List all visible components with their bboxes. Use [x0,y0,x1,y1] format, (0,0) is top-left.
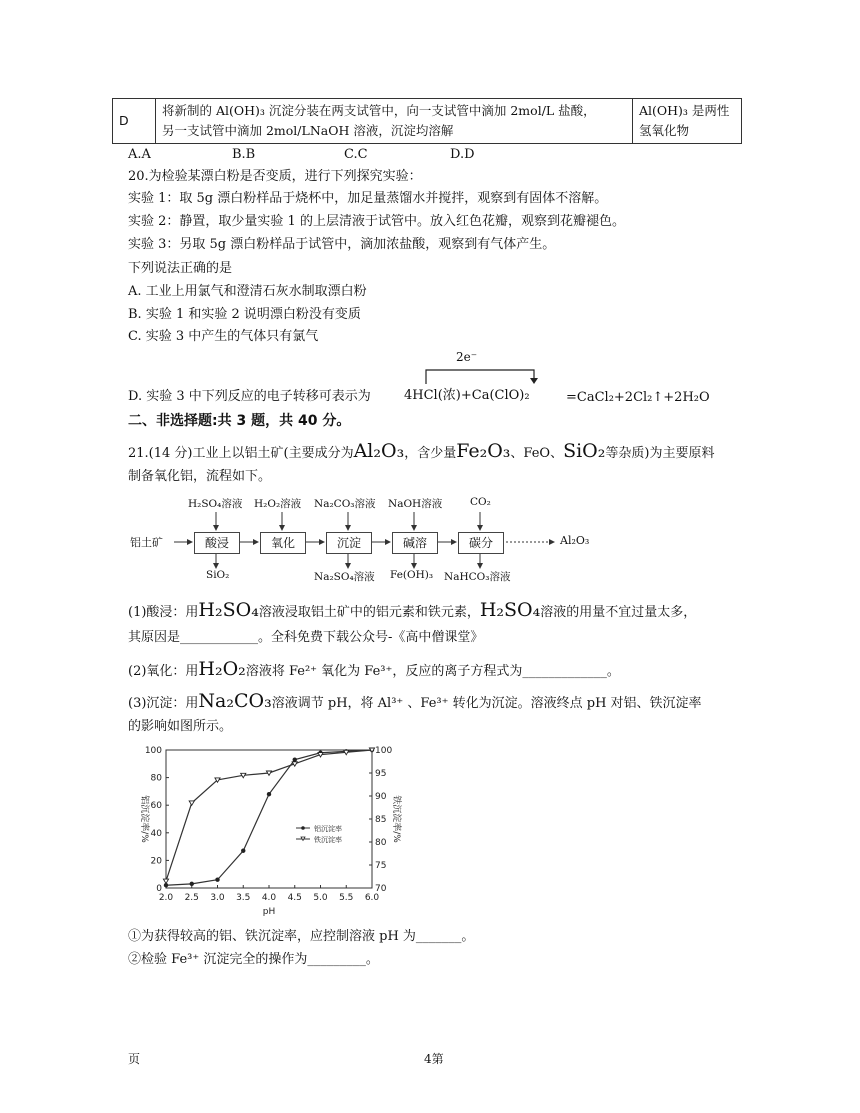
iron-point [344,750,349,754]
q21-p1-text1: (1)酸浸：用 [128,605,199,620]
q21-part1 [128,601,696,622]
option-conclusion [633,99,742,144]
y-left-tick-label: 40 [150,828,162,839]
q21-p1-text3: 溶液的用量不宜过量太多， [540,605,697,620]
legend-marker-iron [301,837,305,841]
legend-label-iron: 铁沉淀率 [314,836,342,844]
x-tick-label: 5.5 [339,893,354,903]
q21-part1-line2: 其原因是____________。全科免费下载公众号-《高中僧课堂》 [128,630,484,645]
flow-start: 铝土矿 [130,536,163,549]
q21-sub2: ②检验 Fe³⁺ 沉淀完全的操作为_________。 [128,952,379,967]
electron-count-label: 2e⁻ [456,350,478,364]
y-left-tick-label: 20 [150,856,162,867]
choice-c: C.C [344,147,368,162]
q20-exp1: 实验 1：取 5g 漂白粉样品于烧杯中，加足量蒸馏水并搅拌，观察到有固体不溶解。 [128,191,608,206]
q21-p1-text2: 溶液浸取铝土矿中的铝元素和铁元素， [258,605,480,620]
section-heading: 二、非选择题:共 3 题，共 40 分。 [128,413,351,429]
aluminum-point [293,757,297,761]
y-right-tick-label: 90 [375,792,387,802]
flow-reagent-co2: CO₂ [470,496,491,508]
aluminum-point [241,849,245,853]
formula-al2o3: Al₂O₃ [353,440,405,462]
footer-left: 页 [128,1052,141,1066]
aluminum-point [267,792,271,796]
q20-exp2: 实验 2：静置，取少量实验 1 的上层清液于试管中。放入红色花瓣，观察到花瓣褪色。 [128,214,625,229]
option-d-table [112,98,742,144]
equation-right: =CaCl₂+2Cl₂↑+2H₂O [566,390,710,405]
y-right-tick-label: 95 [375,769,387,779]
flow-step-oxidize: 氧化 [260,532,306,554]
x-tick-label: 2.5 [184,893,199,903]
formula-fe2o3: Fe₂O₃ [456,440,511,462]
option-description-line2: 另一支试管中滴加 2mol/LNaOH 溶液，沉淀均溶解 [162,123,454,138]
x-tick-label: 3.0 [210,893,225,903]
option-letter: D [113,99,156,144]
iron-point [266,771,271,775]
table-row [113,99,742,144]
y-left-axis-label: 铝沉淀率/% [139,795,149,843]
iron-point [318,753,323,757]
x-tick-label: 5.0 [313,893,328,903]
choice-d: D.D [450,147,475,162]
flow-step-alkali-dissolve: 碱溶 [392,532,438,554]
iron-point [163,879,168,883]
y-right-tick-label: 100 [375,746,393,756]
q21-sub1: ①为获得较高的铝、铁沉淀率，应控制溶液 pH 为_______。 [128,929,475,944]
flow-reagent-naoh: NaOH溶液 [388,498,443,510]
series-line-1 [166,750,372,885]
iron-point [189,801,194,805]
aluminum-point [215,878,219,882]
option-conclusion-line1: Al(OH)₃ 是两性 [639,103,730,118]
chart-svg [128,740,401,922]
legend-label-aluminum: 铝沉淀率 [314,825,342,833]
formula-h2so4-2: H₂SO₄ [479,599,541,621]
q21-part3-line2: 的影响如图所示。 [128,719,233,734]
formula-h2so4: H₂SO₄ [198,599,259,621]
x-axis-label: pH [262,907,276,917]
y-right-tick-label: 75 [375,861,387,871]
flow-reagent-na2co3: Na₂CO₃溶液 [314,498,376,510]
y-left-tick-label: 60 [150,801,162,812]
option-conclusion-line2: 氢氧化物 [639,123,690,138]
flow-reagent-h2so4: H₂SO₄溶液 [188,498,243,510]
flow-byproduct-nahco3: NaHCO₃溶液 [444,571,511,583]
flow-byproduct-feoh3: Fe(OH)₃ [390,569,434,581]
q21-intro-text1: 21.(14 分)工业上以铝土矿(主要成分为 [128,446,354,461]
choice-b: B.B [232,147,256,162]
q20-option-b: B. 实验 1 和实验 2 说明漂白粉没有变质 [128,307,361,322]
choice-a: A.A [128,147,151,162]
flow-end: Al₂O₃ [560,534,590,547]
y-left-tick-label: 0 [156,884,162,894]
y-right-tick-label: 85 [375,815,387,825]
q21-intro [128,442,714,463]
electron-transfer-diagram [404,350,574,406]
precipitation-rate-chart [128,740,401,926]
option-description [156,99,633,144]
q21-intro-text2: ，含少量 [404,446,457,461]
x-tick-label: 3.5 [236,893,251,903]
y-right-tick-label: 70 [375,884,387,894]
q20-exp3: 实验 3：另取 5g 漂白粉样品于试管中，滴加浓盐酸，观察到有气体产生。 [128,237,556,252]
formula-sio2: SiO₂ [563,440,606,462]
legend-marker-aluminum [301,826,305,830]
x-tick-label: 2.0 [158,893,174,903]
footer-page-number: 4第 [424,1052,444,1066]
q20-stem: 20.为检验某漂白粉是否变质，进行下列探究实验： [128,169,422,184]
q21-part2 [128,660,620,681]
flow-reagent-h2o2: H₂O₂溶液 [254,498,302,510]
q20-option-c: C. 实验 3 中产生的气体只有氯气 [128,329,319,344]
q21-intro-text4: 等杂质)为主要原料 [605,446,715,461]
formula-h2o2: H₂O₂ [198,658,246,680]
x-tick-label: 4.5 [287,893,302,903]
series-line-2 [166,750,372,881]
flow-step-carbonation: 碳分 [458,532,504,554]
y-right-axis-label: 铁沉淀率/% [391,795,401,843]
q21-p2-text1: (2)氧化：用 [128,664,199,679]
option-description-line1: 将新制的 Al(OH)₃ 沉淀分装在两支试管中，向一支试管中滴加 2mol/L 盐酸， [162,103,596,118]
q20-option-d: D. 实验 3 中下列反应的电子转移可表示为 [128,389,371,404]
q19-choices [128,146,475,164]
q21-p2-text2: 溶液将 Fe²⁺ 氧化为 Fe³⁺，反应的离子方程式为_____________。 [245,664,620,679]
iron-point [369,748,374,752]
q20-prompt: 下列说法正确的是 [128,261,233,276]
process-flow-diagram [130,496,600,586]
q21-p3-text1: (3)沉淀：用 [128,696,199,711]
q21-intro-line2: 制备氧化铝，流程如下。 [128,469,272,484]
flow-step-precipitate: 沉淀 [326,532,372,554]
q20-option-a: A. 工业上用氯气和澄清石灰水制取漂白粉 [128,284,367,299]
equation-left: 4HCl(浓)+Ca(ClO)₂ [404,388,530,403]
formula-na2co3: Na₂CO₃ [198,690,272,712]
iron-point [241,773,246,777]
flow-step-acid-leach: 酸浸 [194,532,240,554]
q21-intro-text3: 、FeO、 [510,446,564,461]
x-tick-label: 4.0 [261,893,277,903]
flow-byproduct-na2so4: Na₂SO₄溶液 [314,571,375,583]
y-left-tick-label: 80 [150,773,162,784]
aluminum-point [190,882,194,886]
x-tick-label: 6.0 [364,893,380,903]
q21-part3 [128,692,702,713]
y-left-tick-label: 100 [144,746,162,756]
iron-point [292,762,297,766]
y-right-tick-label: 80 [375,838,387,848]
flow-byproduct-sio2: SiO₂ [206,569,230,581]
q21-p3-text2: 溶液调节 pH，将 Al³⁺ 、Fe³⁺ 转化为沉淀。溶液终点 pH 对铝、铁沉淀率 [271,696,702,711]
